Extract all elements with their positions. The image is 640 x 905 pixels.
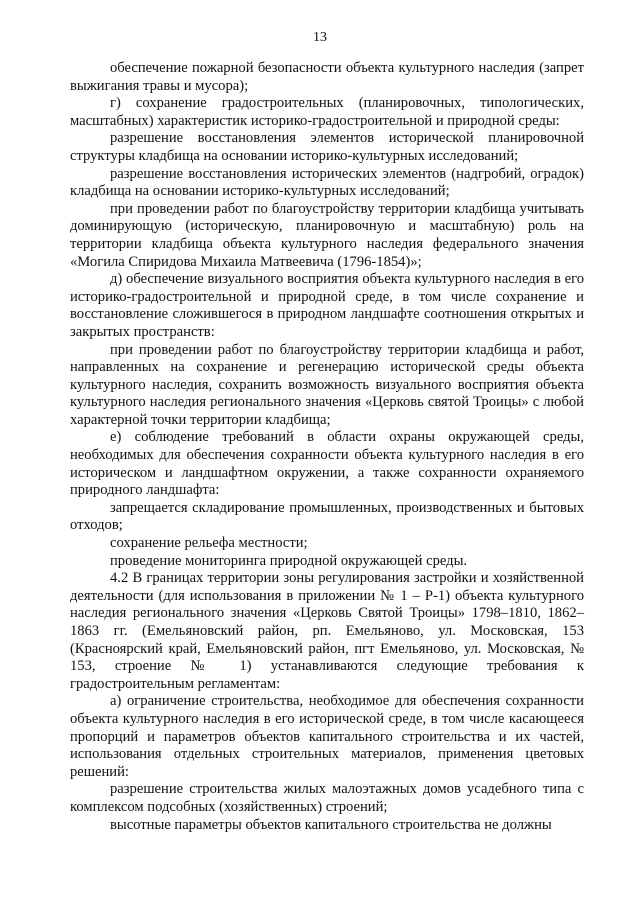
- paragraph: при проведении работ по благоустройству территории кладбища учитывать доминирующую (историческую, планировочную и масштабную) роль на территории кладбища объекта культурного наследия федерального значения «Могила Спиридова Михаила Матвеевича (1796-1854)»;: [70, 200, 584, 270]
- paragraph: разрешение восстановления исторических элементов (надгробий, оградок) кладбища на основании историко-культурных исследований;: [70, 165, 584, 200]
- page-number: 13: [313, 30, 327, 45]
- paragraph: разрешение восстановления элементов исторической планировочной структуры кладбища на основании историко-культурных исследований;: [70, 130, 584, 164]
- paragraph: при проведении работ по благоустройству территории кладбища и работ, направленных на сохранение и регенерацию исторической среды объекта культурного наследия, сохранить возможность визуального восприятия объекта культурного наследия регионального значения «Церковь святой Троицы» с любой характерной точки территории кладбища;: [70, 341, 584, 428]
- paragraph: г) сохранение градостроительных (планировочных, типологических, масштабных) характеристик историко-градостроительной и природной среды:: [70, 95, 584, 129]
- paragraph: высотные параметры объектов капитального строительства не должны: [110, 816, 552, 833]
- paragraph: разрешение строительства жилых малоэтажных домов усадебного типа с комплексом подсобных (хозяйственных) строений;: [70, 781, 584, 815]
- paragraph: д) обеспечение визуального восприятия объекта культурного наследия в его историко-градостроительной и природной среде, в том числе сохранение и восстановление сложившегося в природном ландшафте соотношения открытых и закрытых пространств:: [70, 271, 584, 340]
- paragraph: а) ограничение строительства, необходимое для обеспечения сохранности объекта культурного наследия в его исторической среде, в том числе касающееся пропорций и параметров объектов капитального строительства и их частей, использования отдельных строительных материалов, применения цветовых решений:: [70, 693, 584, 780]
- paragraph: проведение мониторинга природной окружающей среды.: [110, 552, 468, 569]
- paragraph: запрещается складирование промышленных, производственных и бытовых отходов;: [70, 499, 584, 534]
- document-body: [70, 60, 584, 834]
- paragraph: сохранение рельефа местности;: [110, 535, 308, 552]
- paragraph: обеспечение пожарной безопасности объекта культурного наследия (запрет выжигания травы и мусора);: [70, 60, 584, 94]
- paragraph: 4.2 В границах территории зоны регулирования застройки и хозяйственной деятельности (для использования в приложении № 1 – Р-1) объекта культурного наследия регионального значения «Церковь Святой Троицы» 1798–1810, 1862–1863 гг. (Емельяновский район, рп. Емельяново, ул. Московская, 153 (Красноярский край, Емельяновский район, пгт Емельяново, ул. Московская, № 153, строение № 1) устанавливаются следующие требования к градостроительным регламентам:: [70, 570, 584, 692]
- paragraph: е) соблюдение требований в области охраны окружающей среды, необходимых для обеспечения сохранности объекта культурного наследия в его историческом и ландшафтном окружении, а также сохранности охраняемого природного ландшафта:: [70, 429, 584, 499]
